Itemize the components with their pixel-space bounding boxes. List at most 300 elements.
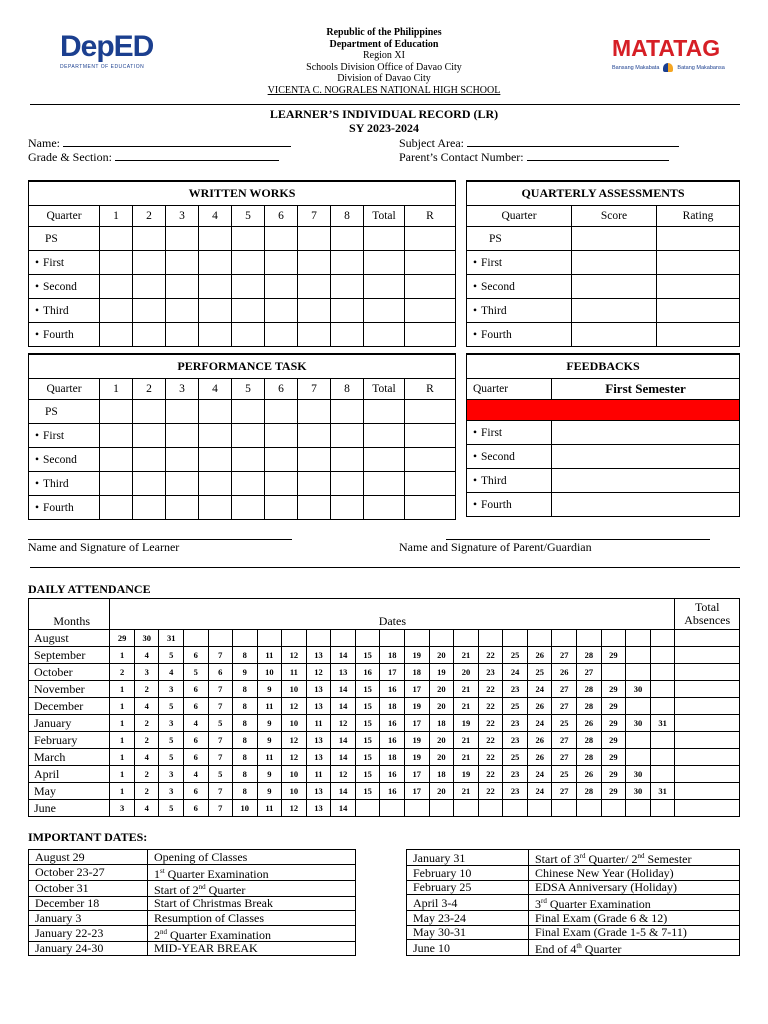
contact-line[interactable] [527, 150, 669, 161]
attendance-date-cell[interactable]: 12 [282, 698, 307, 715]
attendance-date-cell[interactable]: 30 [134, 630, 159, 647]
attendance-date-cell[interactable]: 12 [331, 715, 356, 732]
attendance-date-cell[interactable]: 20 [429, 647, 454, 664]
qa-row-third: • Third [467, 299, 572, 323]
title-line1: LEARNER’S INDIVIDUAL RECORD (LR) [269, 107, 499, 121]
attendance-date-cell[interactable]: 12 [282, 749, 307, 766]
attendance-date-cell[interactable]: 23 [503, 783, 528, 800]
attendance-date-cell[interactable]: 5 [159, 698, 184, 715]
attendance-date-cell[interactable]: 1 [110, 647, 135, 664]
grade-label: Grade & Section: [28, 150, 112, 164]
attendance-total-cell[interactable] [675, 664, 740, 681]
attendance-date-cell[interactable]: 30 [626, 766, 651, 783]
attendance-date-cell[interactable]: 29 [601, 715, 626, 732]
attendance-date-cell[interactable]: 8 [232, 715, 257, 732]
attendance-total-cell[interactable] [675, 715, 740, 732]
attendance-date-cell[interactable]: 16 [380, 715, 405, 732]
attendance-date-cell[interactable]: 16 [380, 783, 405, 800]
attendance-date-cell[interactable]: 7 [208, 732, 232, 749]
attendance-date-cell[interactable]: 1 [110, 766, 135, 783]
attendance-date-cell[interactable]: 29 [601, 783, 626, 800]
attendance-date-cell[interactable]: 9 [257, 715, 282, 732]
attendance-date-cell[interactable]: 18 [429, 715, 454, 732]
attendance-date-cell[interactable]: 22 [478, 681, 503, 698]
table-row [467, 400, 740, 421]
attendance-total-cell[interactable] [675, 732, 740, 749]
attendance-date-cell[interactable]: 13 [306, 732, 331, 749]
attendance-date-cell[interactable]: 23 [503, 715, 528, 732]
attendance-date-cell[interactable]: 17 [405, 766, 430, 783]
attendance-date-cell[interactable]: 11 [257, 647, 282, 664]
attendance-date-cell[interactable]: 16 [355, 664, 380, 681]
attendance-date-cell[interactable]: 8 [232, 681, 257, 698]
attendance-date-cell[interactable]: 22 [478, 715, 503, 732]
attendance-date-cell[interactable]: 22 [478, 749, 503, 766]
attendance-date-cell[interactable]: 18 [380, 749, 405, 766]
attendance-empty-cell[interactable] [626, 800, 651, 817]
attendance-date-cell[interactable]: 20 [429, 783, 454, 800]
attendance-date-cell[interactable]: 21 [454, 647, 479, 664]
subject-line[interactable] [467, 136, 679, 147]
attendance-date-cell[interactable]: 18 [429, 766, 454, 783]
attendance-date-cell[interactable]: 27 [552, 749, 577, 766]
pt-row-third: • Third [29, 472, 100, 496]
attendance-date-cell[interactable]: 29 [601, 732, 626, 749]
performance-caption: PERFORMANCE TASK [29, 354, 456, 379]
attendance-empty-cell[interactable] [306, 630, 331, 647]
attendance-total-cell[interactable] [675, 647, 740, 664]
attendance-date-cell[interactable]: 26 [552, 664, 577, 681]
attendance-date-cell[interactable]: 26 [577, 766, 602, 783]
attendance-date-cell[interactable]: 14 [331, 749, 356, 766]
attendance-date-cell[interactable]: 6 [184, 681, 208, 698]
attendance-date-cell[interactable]: 21 [454, 698, 479, 715]
attendance-date-cell[interactable]: 12 [282, 732, 307, 749]
attendance-date-cell[interactable]: 12 [282, 647, 307, 664]
attendance-date-cell[interactable]: 17 [405, 715, 430, 732]
attendance-date-cell[interactable]: 2 [110, 664, 135, 681]
attendance-date-cell[interactable]: 28 [577, 783, 602, 800]
table-row [29, 323, 456, 347]
title-line2: SY 2023-2024 [349, 121, 419, 135]
attendance-date-cell[interactable]: 4 [134, 749, 159, 766]
attendance-date-cell[interactable]: 13 [306, 681, 331, 698]
attendance-date-cell[interactable]: 20 [429, 698, 454, 715]
header-divider [30, 104, 740, 105]
attendance-date-cell[interactable]: 15 [355, 698, 380, 715]
attendance-empty-cell[interactable] [577, 800, 602, 817]
attendance-date-cell[interactable]: 26 [577, 715, 602, 732]
important-event: Start of Christmas Break [148, 896, 356, 911]
attendance-empty-cell[interactable] [626, 749, 651, 766]
attendance-empty-cell[interactable] [282, 630, 307, 647]
attendance-date-cell[interactable]: 4 [134, 647, 159, 664]
attendance-date-cell[interactable]: 5 [159, 749, 184, 766]
attendance-date-cell[interactable]: 6 [184, 783, 208, 800]
attendance-empty-cell[interactable] [503, 630, 528, 647]
attendance-date-cell[interactable]: 7 [208, 681, 232, 698]
attendance-date-cell[interactable]: 2 [134, 766, 159, 783]
attendance-date-cell[interactable]: 17 [405, 681, 430, 698]
attendance-date-cell[interactable]: 8 [232, 783, 257, 800]
attendance-empty-cell[interactable] [503, 800, 528, 817]
attendance-date-cell[interactable]: 18 [405, 664, 430, 681]
attendance-date-cell[interactable]: 30 [626, 681, 651, 698]
attendance-date-cell[interactable]: 19 [405, 698, 430, 715]
attendance-date-cell[interactable]: 14 [331, 783, 356, 800]
attendance-row [29, 800, 740, 817]
attendance-date-cell[interactable]: 10 [282, 783, 307, 800]
attendance-date-cell[interactable]: 12 [282, 800, 307, 817]
attendance-date-cell[interactable]: 1 [110, 715, 135, 732]
attendance-date-cell[interactable]: 21 [454, 783, 479, 800]
attendance-date-cell[interactable]: 11 [257, 800, 282, 817]
attendance-date-cell[interactable]: 22 [478, 698, 503, 715]
name-field[interactable] [28, 136, 291, 151]
attendance-date-cell[interactable]: 25 [527, 664, 552, 681]
attendance-empty-cell[interactable] [478, 800, 503, 817]
attendance-date-cell[interactable]: 10 [282, 681, 307, 698]
attendance-date-cell[interactable]: 31 [159, 630, 184, 647]
attendance-date-cell[interactable]: 6 [184, 749, 208, 766]
attendance-total-cell[interactable] [675, 749, 740, 766]
attendance-date-cell[interactable]: 10 [282, 715, 307, 732]
attendance-date-cell[interactable]: 19 [405, 647, 430, 664]
attendance-date-cell[interactable]: 9 [257, 732, 282, 749]
attendance-date-cell[interactable]: 18 [380, 698, 405, 715]
attendance-date-cell[interactable]: 6 [184, 698, 208, 715]
attendance-date-cell[interactable]: 5 [208, 715, 232, 732]
attendance-date-cell[interactable]: 20 [429, 749, 454, 766]
attendance-date-cell[interactable]: 1 [110, 698, 135, 715]
attendance-date-cell[interactable]: 25 [552, 715, 577, 732]
attendance-date-cell[interactable]: 14 [331, 732, 356, 749]
attendance-empty-cell[interactable] [626, 732, 651, 749]
attendance-date-cell[interactable]: 3 [110, 800, 135, 817]
attendance-date-cell[interactable]: 4 [184, 766, 208, 783]
attendance-empty-cell[interactable] [650, 647, 675, 664]
attendance-date-cell[interactable]: 13 [306, 749, 331, 766]
attendance-month: April [29, 766, 110, 783]
attendance-date-cell[interactable]: 3 [159, 766, 184, 783]
attendance-date-cell[interactable]: 5 [159, 647, 184, 664]
attendance-date-cell[interactable]: 10 [257, 664, 282, 681]
attendance-date-cell[interactable]: 24 [503, 664, 528, 681]
attendance-date-cell[interactable]: 6 [184, 800, 208, 817]
attendance-date-cell[interactable]: 12 [306, 664, 331, 681]
attendance-date-cell[interactable]: 15 [355, 647, 380, 664]
attendance-empty-cell[interactable] [355, 800, 380, 817]
attendance-date-cell[interactable]: 31 [650, 783, 675, 800]
attendance-date-cell[interactable]: 29 [601, 698, 626, 715]
attendance-empty-cell[interactable] [601, 630, 626, 647]
attendance-date-cell[interactable]: 4 [159, 664, 184, 681]
attendance-date-cell[interactable]: 20 [429, 732, 454, 749]
attendance-date-cell[interactable]: 22 [478, 647, 503, 664]
contact-field[interactable] [399, 150, 669, 165]
matatag-tagline-left: Bansang Makabata [612, 64, 660, 71]
attendance-empty-cell[interactable] [405, 630, 430, 647]
attendance-date-cell[interactable]: 14 [331, 647, 356, 664]
attendance-date-cell[interactable]: 23 [503, 732, 528, 749]
attendance-date-cell[interactable]: 2 [134, 732, 159, 749]
important-date-row [29, 864, 356, 880]
attendance-date-cell[interactable]: 28 [577, 749, 602, 766]
attendance-row [29, 766, 740, 783]
attendance-date-cell[interactable]: 24 [527, 783, 552, 800]
attendance-date-cell[interactable]: 31 [650, 715, 675, 732]
attendance-date-cell[interactable]: 24 [527, 766, 552, 783]
attendance-total-cell[interactable] [675, 681, 740, 698]
attendance-date-cell[interactable]: 23 [503, 681, 528, 698]
attendance-empty-cell[interactable] [552, 800, 577, 817]
attendance-date-cell[interactable]: 26 [527, 698, 552, 715]
attendance-date-cell[interactable]: 13 [306, 698, 331, 715]
attendance-date-cell[interactable]: 4 [184, 715, 208, 732]
attendance-date-cell[interactable]: 23 [503, 766, 528, 783]
attendance-date-cell[interactable]: 20 [454, 664, 479, 681]
attendance-date-cell[interactable]: 9 [257, 766, 282, 783]
attendance-date-cell[interactable]: 15 [355, 732, 380, 749]
attendance-empty-cell[interactable] [405, 800, 430, 817]
attendance-date-cell[interactable]: 30 [626, 783, 651, 800]
attendance-date-cell[interactable]: 22 [478, 783, 503, 800]
name-line[interactable] [63, 136, 291, 147]
attendance-empty-cell[interactable] [626, 630, 651, 647]
attendance-date-cell[interactable]: 25 [503, 647, 528, 664]
attendance-date-cell[interactable]: 24 [527, 715, 552, 732]
attendance-date-cell[interactable]: 1 [110, 783, 135, 800]
attendance-date-cell[interactable]: 13 [306, 783, 331, 800]
attendance-empty-cell[interactable] [601, 664, 626, 681]
important-date: October 23-27 [29, 864, 148, 880]
attendance-date-cell[interactable]: 15 [355, 749, 380, 766]
attendance-date-cell[interactable]: 2 [134, 715, 159, 732]
attendance-date-cell[interactable]: 9 [257, 681, 282, 698]
attendance-date-cell[interactable]: 6 [184, 647, 208, 664]
attendance-date-cell[interactable]: 25 [503, 698, 528, 715]
letterhead-line5: Division of Davao City [337, 73, 431, 85]
attendance-date-cell[interactable]: 8 [232, 732, 257, 749]
attendance-date-cell[interactable]: 19 [405, 732, 430, 749]
attendance-total-cell[interactable] [675, 783, 740, 800]
attendance-empty-cell[interactable] [454, 630, 479, 647]
attendance-date-cell[interactable]: 23 [478, 664, 503, 681]
attendance-empty-cell[interactable] [380, 800, 405, 817]
attendance-date-cell[interactable]: 12 [331, 766, 356, 783]
attendance-date-cell[interactable]: 29 [601, 749, 626, 766]
attendance-empty-cell[interactable] [552, 630, 577, 647]
attendance-date-cell[interactable]: 2 [134, 681, 159, 698]
attendance-date-cell[interactable]: 28 [577, 647, 602, 664]
attendance-row [29, 749, 740, 766]
attendance-date-cell[interactable]: 27 [552, 681, 577, 698]
attendance-date-cell[interactable]: 17 [405, 783, 430, 800]
attendance-date-cell[interactable]: 28 [577, 732, 602, 749]
attendance-empty-cell[interactable] [232, 630, 257, 647]
attendance-date-cell[interactable]: 5 [159, 800, 184, 817]
attendance-date-cell[interactable]: 4 [134, 698, 159, 715]
attendance-date-cell[interactable]: 13 [331, 664, 356, 681]
attendance-date-cell[interactable]: 22 [478, 732, 503, 749]
attendance-date-cell[interactable]: 15 [355, 766, 380, 783]
table-row [29, 400, 456, 424]
attendance-date-cell[interactable]: 15 [355, 783, 380, 800]
attendance-date-cell[interactable]: 14 [331, 681, 356, 698]
attendance-date-cell[interactable]: 8 [232, 698, 257, 715]
attendance-date-cell[interactable]: 22 [478, 766, 503, 783]
attendance-empty-cell[interactable] [380, 630, 405, 647]
attendance-date-cell[interactable]: 16 [380, 732, 405, 749]
attendance-date-cell[interactable]: 7 [208, 800, 232, 817]
attendance-date-cell[interactable]: 8 [232, 749, 257, 766]
attendance-date-cell[interactable]: 5 [184, 664, 208, 681]
attendance-date-cell[interactable]: 3 [134, 664, 159, 681]
attendance-empty-cell[interactable] [601, 800, 626, 817]
attendance-date-cell[interactable]: 7 [208, 783, 232, 800]
attendance-empty-cell[interactable] [650, 664, 675, 681]
attendance-date-cell[interactable]: 10 [282, 766, 307, 783]
attendance-date-cell[interactable]: 26 [527, 647, 552, 664]
attendance-date-cell[interactable]: 27 [552, 647, 577, 664]
attendance-date-cell[interactable]: 25 [552, 766, 577, 783]
attendance-date-cell[interactable]: 11 [257, 749, 282, 766]
attendance-empty-cell[interactable] [650, 732, 675, 749]
attendance-date-cell[interactable]: 21 [454, 749, 479, 766]
attendance-empty-cell[interactable] [650, 630, 675, 647]
attendance-date-cell[interactable]: 27 [552, 732, 577, 749]
attendance-empty-cell[interactable] [257, 630, 282, 647]
attendance-date-cell[interactable]: 24 [527, 681, 552, 698]
attendance-date-cell[interactable]: 29 [601, 647, 626, 664]
attendance-date-cell[interactable]: 16 [380, 681, 405, 698]
attendance-empty-cell[interactable] [355, 630, 380, 647]
attendance-total-cell[interactable] [675, 766, 740, 783]
attendance-date-cell[interactable]: 29 [601, 766, 626, 783]
attendance-date-cell[interactable]: 15 [355, 715, 380, 732]
attendance-date-cell[interactable]: 27 [552, 698, 577, 715]
attendance-empty-cell[interactable] [577, 630, 602, 647]
attendance-date-cell[interactable]: 9 [232, 664, 257, 681]
attendance-date-cell[interactable]: 27 [552, 783, 577, 800]
attendance-date-cell[interactable]: 14 [331, 800, 356, 817]
attendance-date-cell[interactable]: 19 [405, 749, 430, 766]
attendance-date-cell[interactable]: 15 [355, 681, 380, 698]
attendance-date-cell[interactable]: 28 [577, 698, 602, 715]
attendance-date-cell[interactable]: 9 [257, 783, 282, 800]
attendance-date-cell[interactable]: 21 [454, 681, 479, 698]
attendance-date-cell[interactable]: 10 [232, 800, 257, 817]
attendance-date-cell[interactable]: 26 [527, 732, 552, 749]
attendance-month: March [29, 749, 110, 766]
attendance-empty-cell[interactable] [208, 630, 232, 647]
attendance-date-cell[interactable]: 26 [527, 749, 552, 766]
attendance-date-cell[interactable]: 13 [306, 647, 331, 664]
attendance-date-cell[interactable]: 11 [306, 715, 331, 732]
attendance-empty-cell[interactable] [650, 681, 675, 698]
attendance-date-cell[interactable]: 11 [282, 664, 307, 681]
attendance-empty-cell[interactable] [650, 698, 675, 715]
attendance-date-cell[interactable]: 21 [454, 732, 479, 749]
attendance-date-cell[interactable]: 16 [380, 766, 405, 783]
attendance-empty-cell[interactable] [429, 800, 454, 817]
attendance-date-cell[interactable]: 19 [454, 766, 479, 783]
grade-line[interactable] [115, 150, 279, 161]
pt-col-total: Total [364, 379, 405, 400]
attendance-empty-cell[interactable] [650, 766, 675, 783]
attendance-empty-cell[interactable] [650, 749, 675, 766]
attendance-date-cell[interactable]: 1 [110, 732, 135, 749]
attendance-empty-cell[interactable] [626, 698, 651, 715]
attendance-date-cell[interactable]: 20 [429, 681, 454, 698]
attendance-date-cell[interactable]: 28 [577, 681, 602, 698]
attendance-date-cell[interactable]: 8 [232, 647, 257, 664]
attendance-date-cell[interactable]: 18 [380, 647, 405, 664]
attendance-date-cell[interactable]: 19 [429, 664, 454, 681]
attendance-empty-cell[interactable] [527, 800, 552, 817]
attendance-empty-cell[interactable] [331, 630, 356, 647]
attendance-date-cell[interactable]: 17 [380, 664, 405, 681]
important-dates-left-table [28, 849, 356, 956]
attendance-empty-cell[interactable] [626, 647, 651, 664]
attendance-date-cell[interactable]: 7 [208, 749, 232, 766]
attendance-date-cell[interactable]: 25 [503, 749, 528, 766]
important-date: January 3 [29, 911, 148, 926]
attendance-date-cell[interactable]: 11 [257, 698, 282, 715]
attendance-date-cell[interactable]: 3 [159, 681, 184, 698]
attendance-date-cell[interactable]: 8 [232, 766, 257, 783]
attendance-date-cell[interactable]: 29 [601, 681, 626, 698]
grade-field[interactable] [28, 150, 279, 165]
attendance-date-cell[interactable]: 13 [306, 800, 331, 817]
attendance-date-cell[interactable]: 11 [306, 766, 331, 783]
attendance-date-cell[interactable]: 14 [331, 698, 356, 715]
attendance-total-cell[interactable] [675, 800, 740, 817]
attendance-empty-cell[interactable] [429, 630, 454, 647]
attendance-total-cell[interactable] [675, 630, 740, 647]
attendance-date-cell[interactable]: 1 [110, 749, 135, 766]
attendance-date-cell[interactable]: 29 [110, 630, 135, 647]
important-date: April 3-4 [407, 895, 529, 911]
attendance-date-cell[interactable]: 30 [626, 715, 651, 732]
attendance-date-cell[interactable]: 3 [159, 715, 184, 732]
attendance-month: August [29, 630, 110, 647]
subject-field[interactable] [399, 136, 679, 151]
attendance-empty-cell[interactable] [626, 664, 651, 681]
attendance-date-cell[interactable]: 5 [159, 732, 184, 749]
attendance-total-cell[interactable] [675, 698, 740, 715]
attendance-empty-cell[interactable] [454, 800, 479, 817]
attendance-date-cell[interactable]: 4 [134, 800, 159, 817]
attendance-date-cell[interactable]: 7 [208, 647, 232, 664]
attendance-date-cell[interactable]: 3 [159, 783, 184, 800]
attendance-empty-cell[interactable] [184, 630, 208, 647]
important-event: Opening of Classes [148, 850, 356, 865]
attendance-date-cell[interactable]: 1 [110, 681, 135, 698]
attendance-date-cell[interactable]: 27 [577, 664, 602, 681]
table-row [467, 469, 740, 493]
attendance-date-cell[interactable]: 7 [208, 698, 232, 715]
attendance-date-cell[interactable]: 6 [184, 732, 208, 749]
attendance-row [29, 783, 740, 800]
attendance-date-cell[interactable]: 5 [208, 766, 232, 783]
attendance-empty-cell[interactable] [527, 630, 552, 647]
attendance-empty-cell[interactable] [650, 800, 675, 817]
attendance-date-cell[interactable]: 19 [454, 715, 479, 732]
attendance-date-cell[interactable]: 2 [134, 783, 159, 800]
attendance-date-cell[interactable]: 6 [208, 664, 232, 681]
attendance-empty-cell[interactable] [478, 630, 503, 647]
